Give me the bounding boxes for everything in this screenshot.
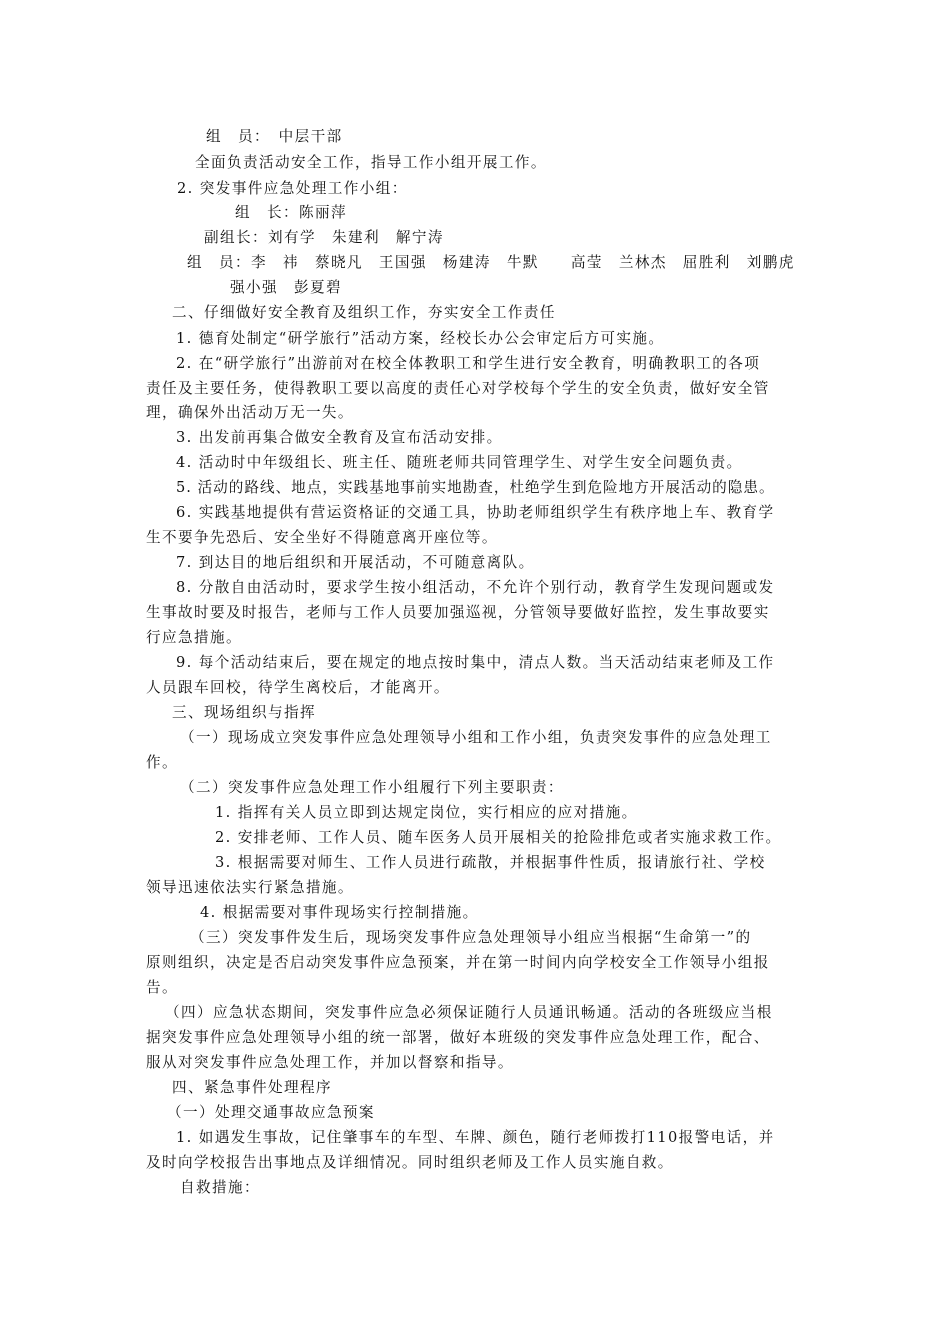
text-line: （一）现场成立突发事件应急处理领导小组和工作小组，负责突发事件的应急处理工 bbox=[180, 729, 772, 746]
text-line: 2. 安排老师、工作人员、随车医务人员开展相关的抢险排危或者实施求救工作。 bbox=[215, 829, 782, 846]
text-line: 领导迅速依法实行紧急措施。 bbox=[146, 879, 354, 896]
text-line: （四）应急状态期间，突发事件应急必须保证随行人员通讯畅通。活动的各班级应当根 bbox=[165, 1004, 773, 1021]
text-line: 3. 出发前再集合做安全教育及宣布活动安排。 bbox=[176, 429, 503, 446]
text-line: 全面负责活动安全工作，指导工作小组开展工作。 bbox=[195, 154, 547, 171]
text-line: 及时向学校报告出事地点及详细情况。同时组织老师及工作人员实施自救。 bbox=[146, 1154, 674, 1171]
text-line: 服从对突发事件应急处理工作，并加以督察和指导。 bbox=[146, 1054, 514, 1071]
text-line: 7. 到达目的地后组织和开展活动，不可随意离队。 bbox=[176, 554, 535, 571]
text-line: 组 员：李 祎 蔡晓凡 王国强 杨建涛 牛默 高莹 兰林杰 屈胜利 刘鹏虎 bbox=[187, 254, 795, 271]
section-heading: 四、紧急事件处理程序 bbox=[172, 1079, 332, 1096]
section-heading: 二、仔细做好安全教育及组织工作，夯实安全工作责任 bbox=[172, 304, 556, 321]
text-line: 5. 活动的路线、地点，实践基地事前实地勘查，杜绝学生到危险地方开展活动的隐患。 bbox=[176, 479, 775, 496]
text-line: 6. 实践基地提供有营运资格证的交通工具，协助老师组织学生有秩序地上车、教育学 bbox=[176, 504, 775, 521]
text-line: 8. 分散自由活动时，要求学生按小组活动，不允许个别行动，教育学生发现问题或发 bbox=[176, 579, 775, 596]
text-line: 1. 德育处制定“研学旅行”活动方案，经校长办公会审定后方可实施。 bbox=[176, 330, 665, 347]
text-line: 生不要争先恐后、安全坐好不得随意离开座位等。 bbox=[146, 529, 498, 546]
text-line: 组 员： 中层干部 bbox=[206, 128, 343, 145]
text-line: 原则组织，决定是否启动突发事件应急预案，并在第一时间内向学校安全工作领导小组报 bbox=[146, 954, 770, 971]
text-line: 4. 活动时中年级组长、班主任、随班老师共同管理学生、对学生安全问题负责。 bbox=[176, 454, 743, 471]
text-line: 作。 bbox=[146, 754, 178, 771]
text-line: 责任及主要任务，使得教职工要以高度的责任心对学校每个学生的安全负责，做好安全管 bbox=[146, 380, 770, 397]
text-line: 理，确保外出活动万无一失。 bbox=[146, 404, 354, 421]
text-line: 行应急措施。 bbox=[146, 629, 242, 646]
text-line: （三）突发事件发生后，现场突发事件应急处理领导小组应当根据“生命第一”的 bbox=[190, 929, 752, 946]
text-line: 副组长：刘有学 朱建利 解宁涛 bbox=[204, 229, 444, 246]
text-line: 自救措施： bbox=[180, 1179, 260, 1196]
section-heading: 三、现场组织与指挥 bbox=[172, 704, 316, 721]
text-line: 组 长：陈丽萍 bbox=[235, 204, 347, 221]
text-line: 生事故时要及时报告，老师与工作人员要加强巡视，分管领导要做好监控，发生事故要实 bbox=[146, 604, 770, 621]
text-line: 强小强 彭夏碧 bbox=[230, 279, 342, 296]
text-line: 告。 bbox=[146, 979, 178, 996]
text-line: 人员跟车回校，待学生离校后，才能离开。 bbox=[146, 679, 450, 696]
text-line: 2. 在“研学旅行”出游前对在校全体教职工和学生进行安全教育，明确教职工的各项 bbox=[176, 355, 761, 372]
text-line: 9. 每个活动结束后，要在规定的地点按时集中，清点人数。当天活动结束老师及工作 bbox=[176, 654, 775, 671]
text-line: （一）处理交通事故应急预案 bbox=[167, 1104, 375, 1121]
text-line: 1. 指挥有关人员立即到达规定岗位，实行相应的应对措施。 bbox=[215, 804, 638, 821]
text-line: 4. 根据需要对事件现场实行控制措施。 bbox=[200, 904, 479, 921]
text-line: 1. 如遇发生事故，记住肇事车的车型、车牌、颜色，随行老师拨打110报警电话，并 bbox=[176, 1129, 775, 1146]
text-line: 据突发事件应急处理领导小组的统一部署，做好本班级的突发事件应急处理工作，配合、 bbox=[146, 1029, 770, 1046]
text-line: 2. 突发事件应急处理工作小组： bbox=[177, 180, 408, 197]
text-line: 3. 根据需要对师生、工作人员进行疏散，并根据事件性质，报请旅行社、学校 bbox=[215, 854, 766, 871]
text-line: （二）突发事件应急处理工作小组履行下列主要职责： bbox=[180, 779, 564, 796]
